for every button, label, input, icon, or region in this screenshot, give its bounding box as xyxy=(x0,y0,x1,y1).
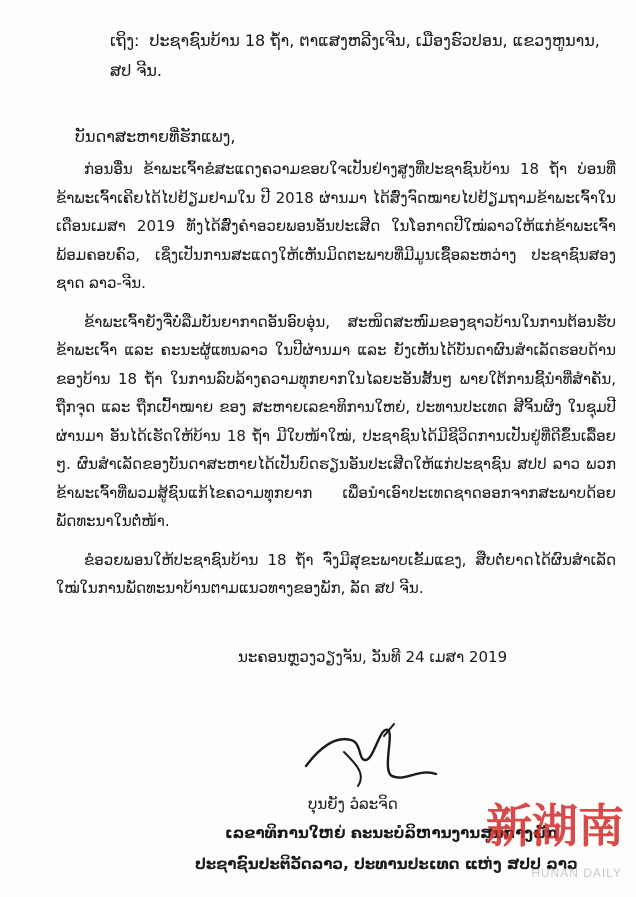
signer-title-1: ເລຂາທິການໃຫຍ່ ຄະນະບໍລິຫານງານສູນກາງພັກ xyxy=(225,824,558,842)
watermark xyxy=(480,790,630,890)
paragraph-1: ກ່ອນອື່ນ ຂ້າພະເຈົ້າຂໍສະແດງຄວາມຂອບໃຈເປັນຢ່າງສູງທີ່ປະຊາຊົນບ້ານ 18 ຖໍ້າ ບ່ອນທີ່ຂ້າພະເຈົ້າເຄີຍໄດ້ໄປຢ້ຽມຢາມໃນ ປີ 2018 ຜ່ານມາ ໄດ້ສົ່ງຈົດໝາຍໄປຢ້ຽມຖາມຂ້າພະເຈົ້າໃນເດືອນເມສາ 2019 ທັງໄດ້ສົ່ງຄຳອວຍພອນອັນປະເສີດ ໃນໂອກາດປີໃໝ່ລາວໃຫ້ແກ່ຂ້າພະເຈົ້າພ້ອມຄອບຄົວ, ເຊິ່ງເປັນການສະແດງໃຫ້ເຫັນມິດຕະພາບທີ່ມີມູນເຊື້ອລະຫວ່າງ ປະຊາຊົນສອງຊາດ ລາວ-ຈີນ. xyxy=(56,160,616,292)
address-line-1 xyxy=(110,26,610,56)
paragraph-2: ຂ້າພະເຈົ້າຍັງຈື່ບໍ່ລືມບັນຍາກາດອັນອົບອຸ່ນ, ສະໜິດສະໜົມຂອງຊາວບ້ານໃນການຕ້ອນຮັບຂ້າພະເຈົ້າ ແລະ ຄະນະຜູ້ແທນລາວ ໃນປີຜ່ານມາ ແລະ ຍັງເຫັນໄດ້ບັນດາຜົນສຳເລັດຮອບດ້ານຂອງບ້ານ 18 ຖໍ້າ ໃນການລົບລ້າງຄວາມທຸກຍາກໃນໄລຍະອັນສັ້ນໆ ພາຍໃຕ້ການຊີ້ນຳທີ່ສຳຄັນ, ຖືກຈຸດ ແລະ ຖືກເປົ້າໝາຍ ຂອງ ສະຫາຍເລຂາທິການໃຫຍ່, ປະທານປະເທດ ສີຈິ້ນຜິງ ໃນຊຸມປີຜ່ານມາ ອັນໄດ້ເຮັດໃຫ້ບ້ານ 18 ຖໍ້າ ມີໃບໜ້າໃໝ່, ປະຊາຊົນໄດ້ມີຊີວິດການເປັນຢູ່ທີ່ດີຂຶ້ນເລື້ອຍໆ. ຜົນສຳເລັດຂອງບັນດາສະຫາຍໄດ້ເປັນບົດຮຽນອັນປະເສີດໃຫ້ແກ່ປະຊາຊົນ ສປປ ລາວ ພວກຂ້າພະເຈົ້າທີ່ພວມສູ້ຊົນແກ້ໄຂຄວາມທຸກຍາກ ເພື່ອນຳເອົາປະເທດຊາດອອກຈາກສະພາບດ້ອຍພັດທະນາໃນຕໍ່ໜ້າ. xyxy=(56,312,616,530)
watermark-subtext: HUNAN DAILY xyxy=(531,866,622,880)
watermark-logo xyxy=(480,790,630,860)
signer-title-2: ປະຊາຊົນປະຕິວັດລາວ, ປະທານປະເທດ ແຫ່ງ ສປປ ລາວ xyxy=(195,855,578,873)
date-line: ນະຄອນຫຼວງວຽງຈັນ, ວັນທີ 24 ເມສາ 2019 xyxy=(238,648,508,666)
address-text-1: ປະຊາຊົນບ້ານ 18 ຖໍ້າ, ຕາແສງຫລີງເຈີນ, ເມືອງຮົວປອນ, ແຂວງຫູນານ, xyxy=(149,31,600,50)
address-line-2: ສປ ຈີນ. xyxy=(110,61,163,80)
salutation: ບັນດາສະຫາຍທີ່ຮັກແພງ, xyxy=(75,127,236,146)
watermark-logo-text: 新湖南 xyxy=(486,799,624,853)
address-block xyxy=(110,26,610,86)
letter-body xyxy=(56,155,616,613)
signature xyxy=(296,716,456,796)
signer-name: ບຸນຍັງ ວໍລະຈິດ xyxy=(308,795,398,813)
paragraph-3: ຂໍອວຍພອນໃຫ້ປະຊາຊົນບ້ານ 18 ຖໍ້າ ຈົ່ງມີສຸຂະພາບເຂັ້ມແຂງ, ສືບຕໍ່ຍາດໄດ້ຜົນສຳເລັດ ໃໝ່ໃນການພັດທະນາບ້ານຕາມແນວທາງຂອງພັກ, ລັດ ສປ ຈີນ. xyxy=(56,550,616,597)
address-prefix: ເຖິງ: xyxy=(110,31,140,50)
